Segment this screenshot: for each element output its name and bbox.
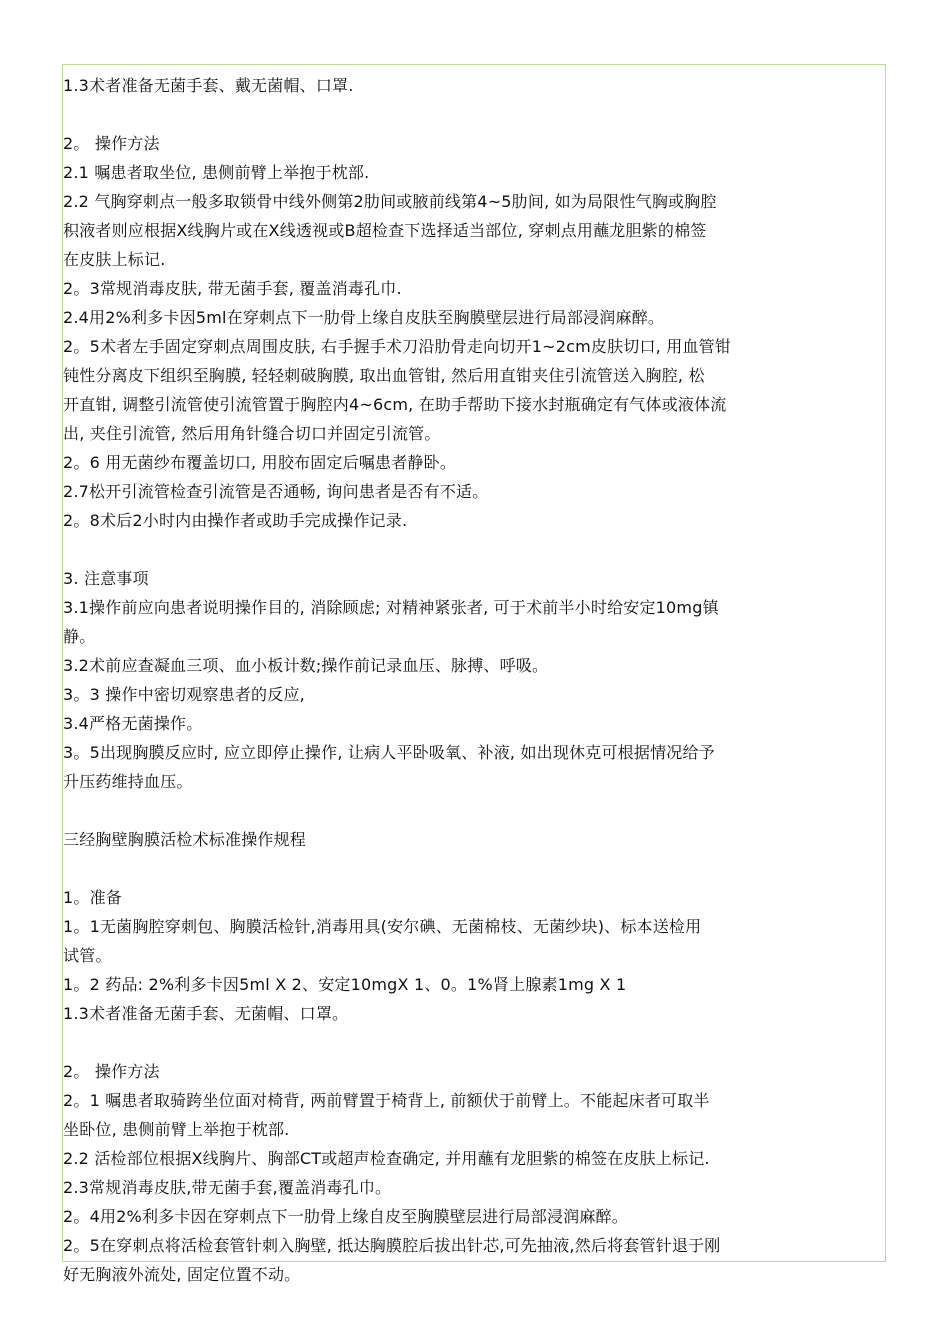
- text-line: 1。准备: [63, 888, 122, 907]
- text-line: 3.2术前应查凝血三项、血小板计数;操作前记录血压、脉搏、呼吸。: [63, 656, 549, 675]
- blank-line: [63, 796, 885, 825]
- blank-line: [63, 854, 885, 883]
- text-line: 1。2 药品: 2%利多卡因5ml X 2、安定10mgX 1、0。1%肾上腺素1mg X 1: [63, 975, 627, 994]
- text-line: 2。6 用无菌纱布覆盖切口, 用胶布固定后嘱患者静卧。: [63, 453, 457, 472]
- text-line: 2.2 活检部位根据X线胸片、胸部CT或超声检查确定, 并用蘸有龙胆紫的棉签在皮肤上标记.: [63, 1149, 710, 1168]
- text-line: 2.7松开引流管检查引流管是否通畅, 询问患者是否有不适。: [63, 482, 489, 501]
- text-line: 开直钳, 调整引流管使引流管置于胸腔内4~6cm, 在助手帮助下接水封瓶确定有气体或液体流: [63, 395, 727, 414]
- text-line: 1.3术者准备无菌手套、戴无菌帽、口罩.: [63, 76, 354, 95]
- text-line: 2.2 气胸穿刺点一般多取锁骨中线外侧第2肋间或腋前线第4~5肋间, 如为局限性气胸或胸腔: [63, 192, 717, 211]
- blank-line: [63, 535, 885, 564]
- text-line: 2。5术者左手固定穿刺点周围皮肤, 右手握手术刀沿肋骨走向切开1~2cm皮肤切口, 用血管钳: [63, 337, 732, 356]
- text-line: 2.3常规消毒皮肤,带无菌手套,覆盖消毒孔巾。: [63, 1178, 392, 1197]
- text-line: 2.1 嘱患者取坐位, 患侧前臂上举抱于枕部.: [63, 163, 370, 182]
- text-line: 3。3 操作中密切观察患者的反应,: [63, 685, 305, 704]
- text-line: 钝性分离皮下组织至胸膜, 轻轻刺破胸膜, 取出血管钳, 然后用直钳夹住引流管送入胸腔, 松: [63, 366, 705, 385]
- text-line: 在皮肤上标记.: [63, 250, 166, 269]
- blank-line: [63, 100, 885, 129]
- text-line: 1。1无菌胸腔穿刺包、胸膜活检针,消毒用具(安尔碘、无菌棉枝、无菌纱块)、标本送检用: [63, 917, 702, 936]
- text-line: 积液者则应根据X线胸片或在X线透视或B超检查下选择适当部位, 穿刺点用蘸龙胆紫的棉签: [63, 221, 707, 240]
- text-line: 3. 注意事项: [63, 569, 149, 588]
- text-line: 3.4严格无菌操作。: [63, 714, 203, 733]
- document-page: [62, 64, 886, 1284]
- blank-line: [63, 1028, 885, 1057]
- text-line: 2。8术后2小时内由操作者或助手完成操作记录.: [63, 511, 408, 530]
- text-line: 出, 夹住引流管, 然后用角针缝合切口并固定引流管。: [63, 424, 441, 443]
- text-line: 3.1操作前应向患者说明操作目的, 消除顾虑; 对精神紧张者, 可于术前半小时给安定10mg镇: [63, 598, 719, 617]
- document-body: [63, 65, 885, 1289]
- text-line: 试管。: [63, 946, 112, 965]
- text-line: 1.3术者准备无菌手套、无菌帽、口罩。: [63, 1004, 349, 1023]
- text-line: 坐卧位, 患侧前臂上举抱于枕部.: [63, 1120, 290, 1139]
- text-line: 2。1 嘱患者取骑跨坐位面对椅背, 两前臂置于椅背上, 前额伏于前臂上。不能起床者可取半: [63, 1091, 710, 1110]
- text-line: 静。: [63, 627, 96, 646]
- text-line: 2.4用2%利多卡因5ml在穿刺点下一肋骨上缘自皮肤至胸膜壁层进行局部浸润麻醉。: [63, 308, 665, 327]
- text-line: 升压药维持血压。: [63, 772, 193, 791]
- text-line: 2。 操作方法: [63, 134, 160, 153]
- text-line: 好无胸液外流处, 固定位置不动。: [63, 1265, 301, 1284]
- text-line: 2。3常规消毒皮肤, 带无菌手套, 覆盖消毒孔巾.: [63, 279, 402, 298]
- text-line: 三经胸壁胸膜活检术标准操作规程: [63, 830, 307, 849]
- text-line: 2。5在穿刺点将活检套管针刺入胸壁, 抵达胸膜腔后拔出针芯,可先抽液,然后将套管针退于刚: [63, 1236, 721, 1255]
- text-line: 2。 操作方法: [63, 1062, 160, 1081]
- text-line: 2。4用2%利多卡因在穿刺点下一肋骨上缘自皮至胸膜壁层进行局部浸润麻醉。: [63, 1207, 628, 1226]
- text-line: 3。5出现胸膜反应时, 应立即停止操作, 让病人平卧吸氧、补液, 如出现休克可根据情况给予: [63, 743, 715, 762]
